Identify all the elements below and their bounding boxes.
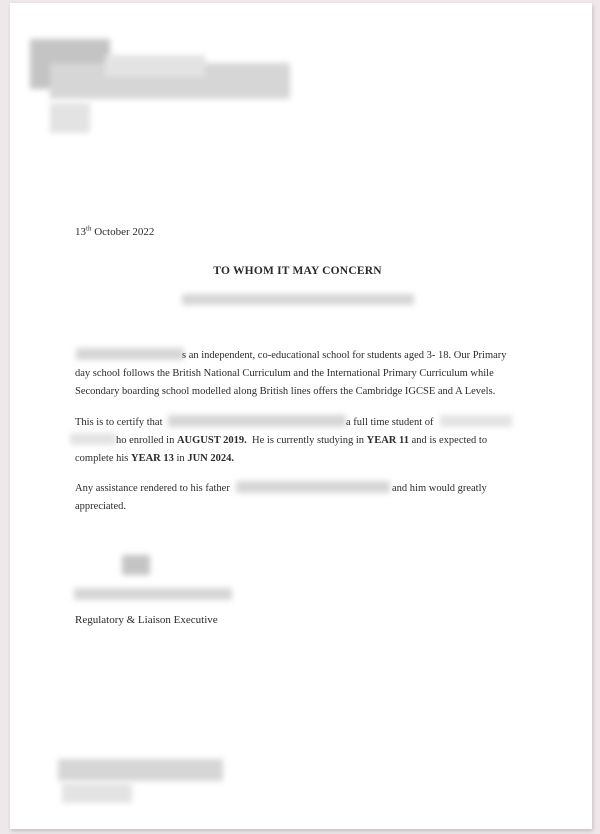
paragraph-2-line-1-end: a full time student of [346,417,434,428]
paragraph-1-line-3: Secondary boarding school modelled along British lines offers the Cambridge IGCSE and A Levels. [75,386,496,397]
redacted-school-name-2 [440,415,512,427]
paragraph-2-line-1-start: This is to certify that [75,417,163,428]
letter-page [10,3,592,829]
signatory-title: Regulatory & Liaison Executive [75,614,218,626]
redacted-signatory-name [74,588,232,600]
redacted-school-name [76,348,184,360]
redacted-pronoun-fragment [70,433,116,445]
redacted-signature [122,555,150,575]
paragraph-3-line-1-end: and him would greatly [392,483,487,494]
letter-heading: TO WHOM IT MAY CONCERN [213,265,382,277]
redacted-student-name [168,415,346,427]
paragraph-3-line-2: appreciated. [75,501,127,512]
redacted-father-name [236,481,390,493]
redacted-subject-line [182,294,414,305]
paragraph-2-line-2: ho enrolled in AUGUST 2019. He is currently studying in YEAR 11 and is expected to [116,435,488,446]
paragraph-3-line-1-start: Any assistance rendered to his father [75,483,230,494]
letter-date: 13th October 2022 [75,224,155,238]
paragraph-1-line-2: day school follows the British National Curriculum and the International Primary Curriculum while [75,368,494,379]
paragraph-2-line-3: complete his YEAR 13 in JUN 2024. [75,453,234,464]
paragraph-1-line-1: s an independent, co-educational school for students aged 3- 18. Our Primary [182,350,507,361]
